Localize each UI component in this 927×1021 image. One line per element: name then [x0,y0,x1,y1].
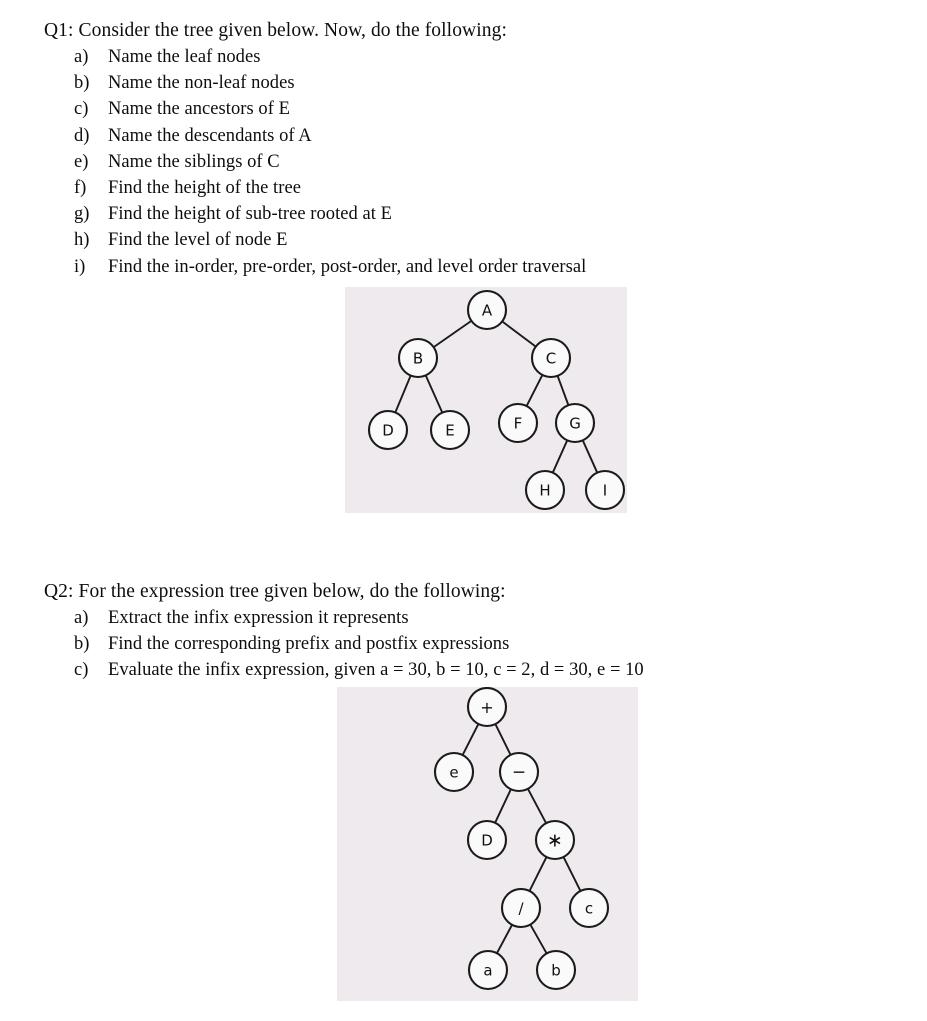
question-item [44,175,884,201]
question-block-q1 [44,18,884,280]
tree-node-label-D: D [382,421,394,440]
tree-node-label-D: D [481,831,493,850]
tree-node-label-A: A [481,301,493,320]
question-item-marker: b) [74,73,90,94]
tree-node-label-div: / [518,899,524,918]
tree-node-label-c: c [584,899,594,918]
tree-node-C [532,339,570,377]
tree-edge-minus-D [495,788,512,823]
tree-node-H [526,471,564,509]
question-item-text: Name the siblings of C [108,151,280,172]
tree-node-mul [536,821,574,859]
question-item [44,44,884,70]
question-block-q2 [44,579,884,684]
tree-edge-plus-minus [495,723,511,756]
question-item-text: Find the level of node E [108,230,288,251]
figure-expression-tree-q2 [337,687,638,1001]
tree-node-c [570,889,608,927]
tree-edge-G-H [552,439,567,473]
question-item [44,657,884,683]
figure-binary-tree-q1 [345,287,627,513]
tree-edge-C-F [526,374,543,407]
question-item-text: Extract the infix expression it represents [108,608,409,628]
question-item-marker: h) [74,230,90,251]
tree-node-e [435,753,473,791]
tree-edge-mul-div [529,856,547,892]
question-item-text: Find the in-order, pre-order, post-order, and level order traversal [108,256,587,277]
question-item-marker: f) [74,178,87,199]
question-item-marker: a) [74,608,89,628]
question-item-list-q1 [44,44,884,280]
tree-edge-div-b [530,924,547,955]
tree-diagram-q1 [345,287,627,513]
tree-edge-B-D [395,375,411,414]
question-item-marker: a) [74,47,89,67]
question-item-text: Find the height of the tree [108,178,301,199]
tree-node-E [431,411,469,449]
tree-node-div [502,889,540,927]
question-item-text: Evaluate the infix expression, given a = 30, b = 10, c = 2, d = 30, e = 10 [108,660,644,681]
question-item-text: Name the non-leaf nodes [108,73,295,94]
tree-diagram-q2 [337,687,638,1001]
tree-node-minus [500,753,538,791]
question-item-text: Name the ancestors of E [108,99,290,120]
tree-node-label-B: B [412,349,424,368]
tree-node-F [499,404,537,442]
tree-node-label-I: I [602,481,608,500]
tree-node-I [586,471,624,509]
question-item-marker: c) [74,660,89,681]
tree-edge-A-B [433,320,472,347]
tree-node-G [556,404,594,442]
question-item [44,201,884,227]
tree-node-B [399,339,437,377]
question-item [44,631,884,657]
tree-edge-B-E [425,374,442,413]
question-stem-q2: Q2: For the expression tree given below, do the following: [44,581,506,602]
tree-node-label-F: F [513,414,523,433]
question-item [44,123,884,149]
tree-node-a [469,951,507,989]
tree-edge-mul-c [563,856,581,892]
tree-node-label-plus: + [480,698,494,717]
question-item-text: Find the height of sub-tree rooted at E [108,204,393,225]
question-item [44,96,884,122]
tree-node-label-E: E [445,421,455,440]
tree-edge-A-C [501,321,536,347]
tree-node-label-a: a [483,961,493,980]
question-item-marker: i) [74,256,86,277]
question-item-list-q2 [44,605,884,684]
tree-node-label-G: G [569,414,581,433]
tree-edge-div-a [496,924,512,954]
tree-node-label-H: H [539,481,551,500]
tree-node-label-b: b [551,961,561,980]
tree-edge-G-I [582,439,597,473]
question-item-marker: g) [74,204,90,225]
question-item [44,70,884,96]
question-item-marker: d) [74,125,90,146]
tree-edge-C-G [557,375,569,406]
question-item [44,227,884,253]
question-stem-q1: Q1: Consider the tree given below. Now, do the following: [44,20,507,41]
tree-node-A [468,291,506,329]
tree-node-label-e: e [449,763,459,782]
tree-node-label-mul: ∗ [547,829,563,852]
question-item-marker: c) [74,99,89,120]
tree-edge-minus-mul [527,788,546,824]
question-item [44,605,884,631]
tree-node-D [369,411,407,449]
question-item-text: Name the descendants of A [108,125,312,146]
tree-node-label-minus: − [511,762,527,783]
tree-node-D [468,821,506,859]
tree-edge-plus-e [462,723,479,756]
question-item-marker: e) [74,151,89,172]
question-item-text: Find the corresponding prefix and postfix expressions [108,634,510,655]
tree-node-b [537,951,575,989]
question-item-text: Name the leaf nodes [108,47,261,67]
question-item [44,149,884,175]
tree-node-plus [468,688,506,726]
question-item [44,254,884,280]
tree-node-label-C: C [545,349,557,368]
question-item-marker: b) [74,634,90,655]
